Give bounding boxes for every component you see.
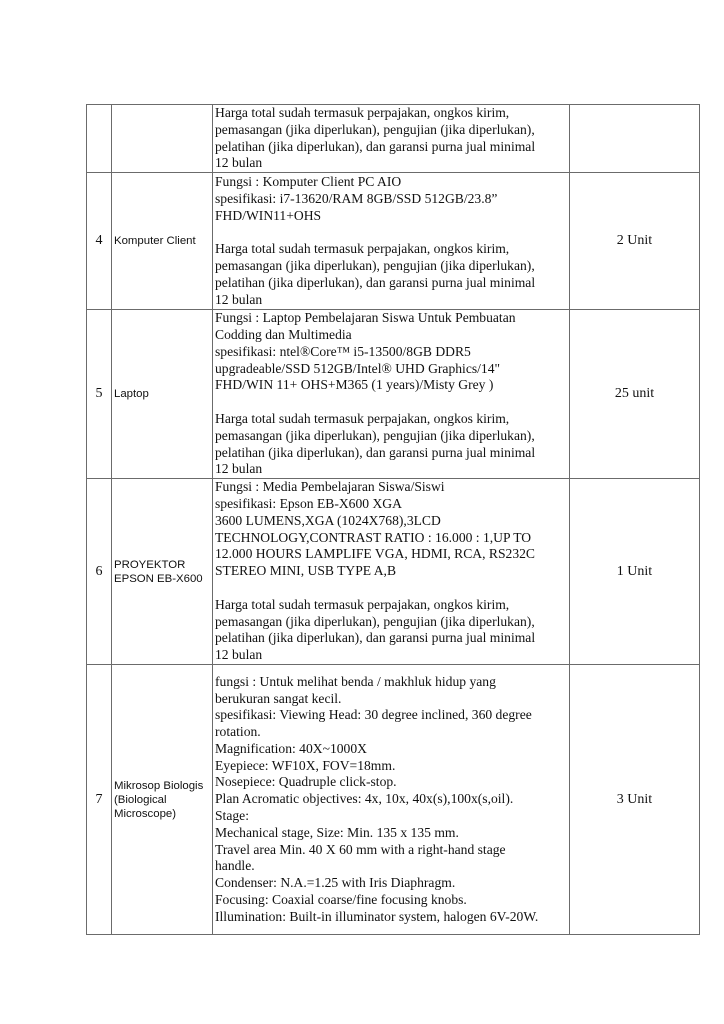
table-row — [87, 479, 700, 665]
text-line: spesifikasi: ntel®Core™ i5-13500/8GB DDR5 — [215, 343, 471, 359]
text-line: upgradeable/SSD 512GB/Intel® UHD Graphics/14" — [215, 360, 501, 376]
item-description — [213, 479, 570, 665]
text-line: Harga total sudah termasuk perpajakan, ongkos kirim, — [215, 596, 510, 612]
text-line: handle. — [215, 858, 255, 874]
text-line: Fungsi : Laptop Pembelajaran Siswa Untuk Pembuatan — [215, 310, 516, 326]
blank-line — [215, 394, 567, 411]
text-line: Nosepiece: Quadruple click-stop. — [215, 774, 397, 790]
item-description — [213, 105, 570, 173]
text-line: berukuran sangat kecil. — [215, 690, 342, 706]
item-description — [213, 310, 570, 479]
text-line: (Biological — [114, 793, 167, 806]
text-line: Mikrosop Biologis — [114, 779, 204, 792]
item-quantity: 1 Unit — [570, 479, 700, 665]
text-line: pemasangan (jika diperlukan), pengujian (jika diperlukan), — [215, 257, 535, 273]
text-line: 12 bulan — [215, 461, 263, 477]
item-name: Komputer Client — [112, 173, 213, 310]
blank-line — [215, 224, 567, 241]
text-line: FHD/WIN 11+ OHS+M365 (1 years)/Misty Grey ) — [215, 377, 494, 393]
text-line: 12 bulan — [215, 647, 263, 663]
text-line: Magnification: 40X~1000X — [215, 740, 367, 756]
text-line: 12 bulan — [215, 155, 263, 171]
text-line: pelatihan (jika diperlukan), dan garansi purna jual minimal — [215, 444, 536, 460]
text-line: rotation. — [215, 724, 261, 740]
text-line: STEREO MINI, USB TYPE A,B — [215, 563, 397, 579]
text-line: pelatihan (jika diperlukan), dan garansi purna jual minimal — [215, 630, 536, 646]
item-name — [112, 479, 213, 665]
text-line: pelatihan (jika diperlukan), dan garansi purna jual minimal — [215, 274, 536, 290]
blank-line — [215, 580, 567, 597]
text-line: Stage: — [215, 808, 249, 824]
text-line: Travel area Min. 40 X 60 mm with a right-hand stage — [215, 841, 506, 857]
table-row — [87, 105, 700, 173]
item-name — [112, 105, 213, 173]
item-number — [87, 105, 112, 173]
text-line: 12.000 HOURS LAMPLIFE VGA, HDMI, RCA, RS232C — [215, 546, 535, 562]
text-line: 3600 LUMENS,XGA (1024X768),3LCD — [215, 512, 441, 528]
text-line: pemasangan (jika diperlukan), pengujian (jika diperlukan), — [215, 121, 535, 137]
text-line: Microscope) — [114, 807, 177, 820]
text-line: pemasangan (jika diperlukan), pengujian (jika diperlukan), — [215, 613, 535, 629]
text-line: fungsi : Untuk melihat benda / makhluk hidup yang — [215, 673, 496, 689]
item-number: 6 — [87, 479, 112, 665]
item-number: 4 — [87, 173, 112, 310]
item-quantity: 25 unit — [570, 310, 700, 479]
text-line: Plan Acromatic objectives: 4x, 10x, 40x(s),100x(s,oil). — [215, 791, 514, 807]
item-name — [112, 665, 213, 935]
specification-table — [86, 104, 700, 935]
text-line: Harga total sudah termasuk perpajakan, ongkos kirim, — [215, 410, 510, 426]
text-line: Harga total sudah termasuk perpajakan, ongkos kirim, — [215, 105, 510, 120]
text-line: TECHNOLOGY,CONTRAST RATIO : 16.000 : 1,UP TO — [215, 529, 532, 545]
text-line: Illumination: Built-in illuminator system, halogen 6V-20W. — [215, 908, 539, 924]
item-quantity: 2 Unit — [570, 173, 700, 310]
item-description — [213, 665, 570, 935]
table-row — [87, 310, 700, 479]
item-number: 5 — [87, 310, 112, 479]
text-line: Codding dan Multimedia — [215, 327, 352, 342]
text-line: Eyepiece: WF10X, FOV=18mm. — [215, 757, 396, 773]
text-line: FHD/WIN11+OHS — [215, 207, 322, 223]
item-number: 7 — [87, 665, 112, 935]
text-line: EPSON EB-X600 — [114, 572, 203, 585]
item-quantity — [570, 105, 700, 173]
text-line: pemasangan (jika diperlukan), pengujian (jika diperlukan), — [215, 427, 535, 443]
text-line: Mechanical stage, Size: Min. 135 x 135 mm. — [215, 824, 459, 840]
text-line: spesifikasi: i7-13620/RAM 8GB/SSD 512GB/23.8” — [215, 190, 498, 206]
item-quantity: 3 Unit — [570, 665, 700, 935]
text-line: PROYEKTOR — [114, 558, 186, 571]
text-line: Condenser: N.A.=1.25 with Iris Diaphragm. — [215, 875, 456, 891]
text-line: Fungsi : Media Pembelajaran Siswa/Siswi — [215, 479, 445, 495]
item-name: Laptop — [112, 310, 213, 479]
item-description — [213, 173, 570, 310]
text-line: spesifikasi: Epson EB-X600 XGA — [215, 496, 402, 512]
text-line: spesifikasi: Viewing Head: 30 degree inclined, 360 degree — [215, 707, 532, 723]
text-line: Harga total sudah termasuk perpajakan, ongkos kirim, — [215, 241, 510, 257]
text-line: Fungsi : Komputer Client PC AIO — [215, 174, 402, 189]
table-row — [87, 173, 700, 310]
text-line: Focusing: Coaxial coarse/fine focusing knobs. — [215, 892, 467, 908]
table-row — [87, 665, 700, 935]
text-line: 12 bulan — [215, 291, 263, 307]
text-line: pelatihan (jika diperlukan), dan garansi purna jual minimal — [215, 138, 536, 154]
